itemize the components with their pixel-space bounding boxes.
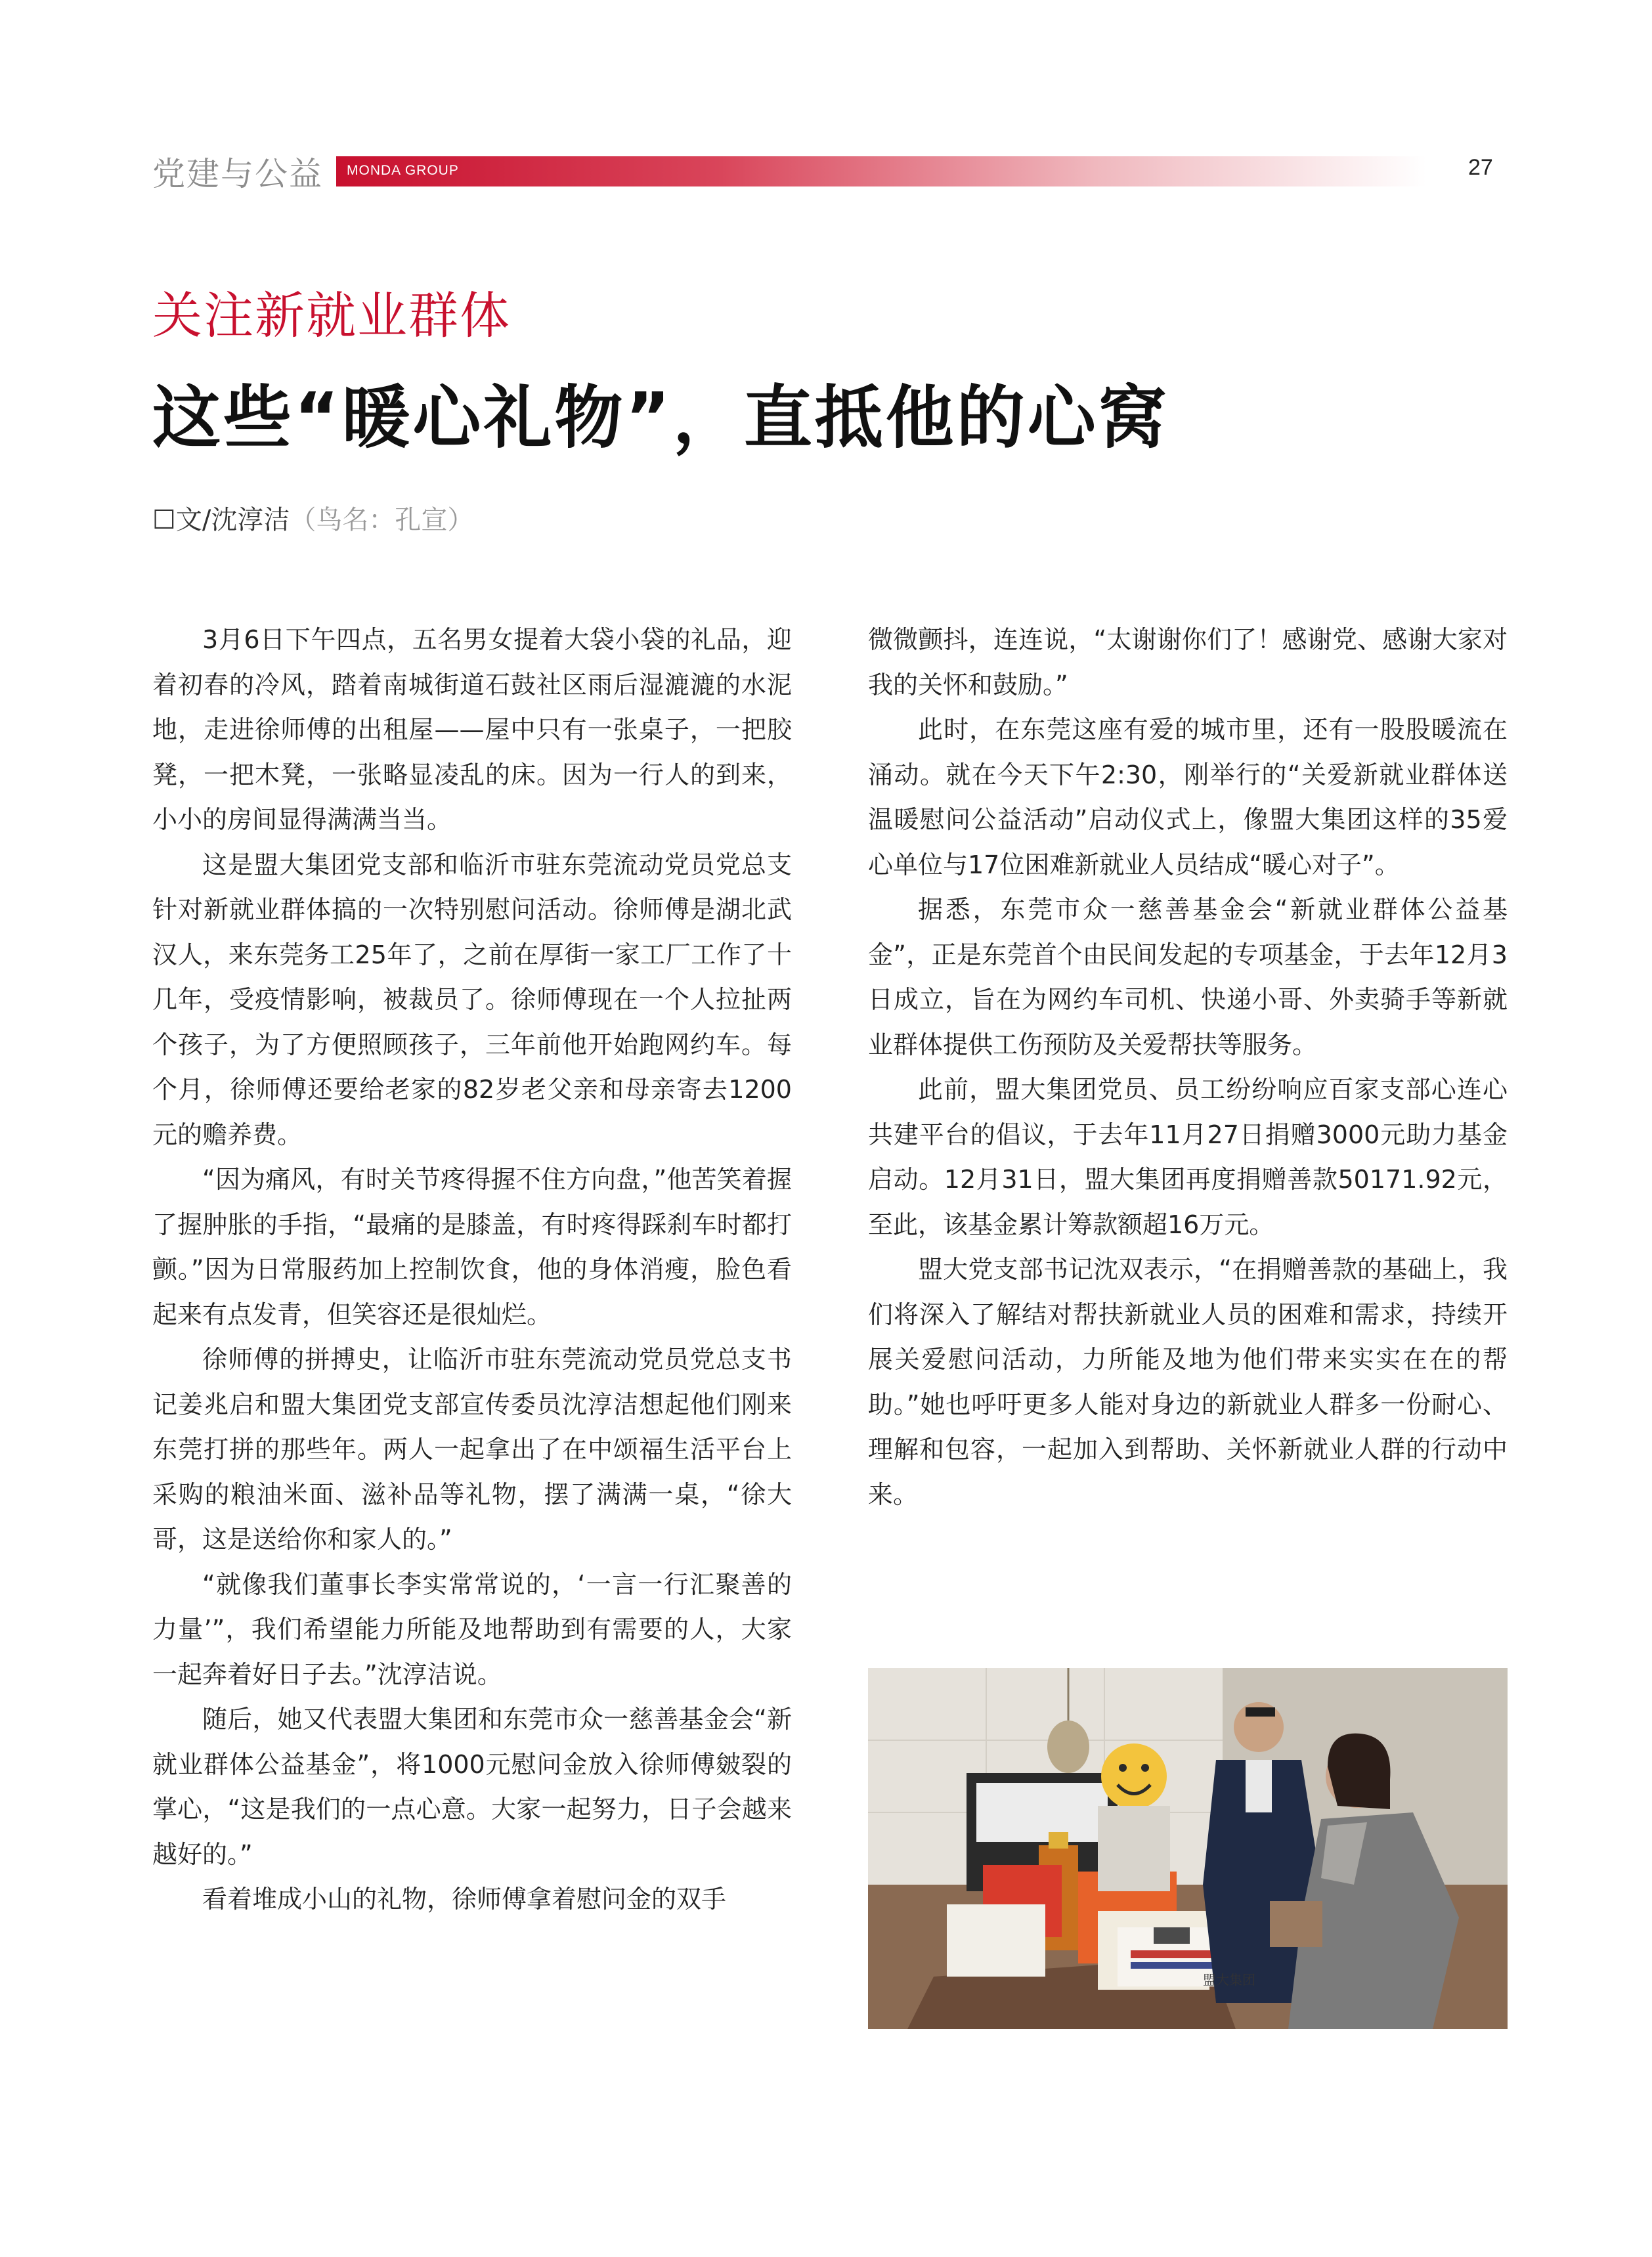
article-column-left	[152, 617, 792, 1922]
page-number: 27	[1468, 155, 1493, 180]
paragraph: 徐师傅的拼搏史，让临沂市驻东莞流动党员党总支书记姜兆启和盟大集团党支部宣传委员沈淳洁想起他们刚来东莞打拼的那些年。两人一起拿出了在中颂福生活平台上采购的粮油米面、滋补品等礼物，摆了满满一桌，“徐大哥，这是送给你和家人的。”	[152, 1345, 792, 1554]
article-column-right	[868, 617, 1508, 1517]
paragraph: “就像我们董事长李实常常说的，‘一言一行汇聚善的力量’”，我们希望能力所能及地帮助到有需要的人，大家一起奔着好日子去。”沈淳洁说。	[152, 1569, 792, 1689]
byline-author: 文/沈淳洁	[175, 505, 290, 535]
brand-name: MONDA GROUP	[347, 163, 459, 178]
paragraph: 盟大党支部书记沈双表示，“在捐赠善款的基础上，我们将深入了解结对帮扶新就业人员的困难和需求，持续开展关爱慰问活动，力所能及地为他们带来实实在在的帮助。”她也呼吁更多人能对身边的新就业人群多一份耐心、理解和包容，一起加入到帮助、关怀新就业人群的行动中来。	[868, 1255, 1508, 1509]
section-title: 党建与公益	[152, 155, 323, 193]
photo-box-label: 盟大集团	[1203, 1972, 1255, 1988]
paragraph: 这是盟大集团党支部和临沂市驻东莞流动党员党总支针对新就业群体搞的一次特别慰问活动。徐师傅是湖北武汉人，来东莞务工25年了，之前在厚街一家工厂工作了十几年，受疫情影响，被裁员了。徐师傅现在一个人拉扯两个孩子，为了方便照顾孩子，三年前他开始跑网约车。每个月，徐师傅还要给老家的82岁老父亲和母亲寄去1200元的赡养费。	[152, 850, 792, 1149]
paragraph: 随后，她又代表盟大集团和东莞市众一慈善基金会“新就业群体公益基金”，将1000元慰问金放入徐师傅皴裂的掌心，“这是我们的一点心意。大家一起努力，日子会越来越好的。”	[152, 1705, 792, 1869]
header-brand-bar	[336, 156, 1426, 186]
paragraph: 此时，在东莞这座有爱的城市里，还有一股股暖流在涌动。就在今天下午2:30，刚举行的“关爱新就业群体送温暖慰问公益活动”启动仪式上，像盟大集团这样的35爱心单位与17位困难新就业人员结成“暖心对子”。	[868, 715, 1508, 879]
paragraph: 看着堆成小山的礼物，徐师傅拿着慰问金的双手	[202, 1885, 727, 1914]
paragraph: 此前，盟大集团党员、员工纷纷响应百家支部心连心共建平台的倡议，于去年11月27日捐赠3000元助力基金启动。12月31日，盟大集团再度捐赠善款50171.92元，至此，该基金累计筹款额超16万元。	[868, 1075, 1508, 1239]
byline-alias: （鸟名：孔宣）	[290, 505, 474, 535]
paragraph: “因为痛风，有时关节疼得握不住方向盘，”他苦笑着握了握肿胀的手指，“最痛的是膝盖，有时疼得踩刹车时都打颤。”因为日常服药加上控制饮食，他的身体消瘦，脸色看起来有点发青，但笑容还是很灿烂。	[152, 1165, 792, 1329]
byline	[152, 499, 473, 537]
paragraph-continued: 微微颤抖，连连说，“太谢谢你们了！感谢党、感谢大家对我的关怀和鼓励。”	[868, 625, 1508, 699]
article-headline: 这些“暖心礼物”，直抵他的心窝	[152, 378, 1169, 458]
article-kicker: 关注新就业群体	[152, 286, 511, 345]
paragraph: 3月6日下午四点，五名男女提着大袋小袋的礼品，迎着初春的冷风，踏着南城街道石鼓社区雨后湿漉漉的水泥地，走进徐师傅的出租屋——屋中只有一张桌子，一把胶凳，一把木凳，一张略显凌乱的床。因为一行人的到来，小小的房间显得满满当当。	[152, 625, 792, 834]
paragraph: 据悉，东莞市众一慈善基金会“新就业群体公益基金”，正是东莞首个由民间发起的专项基金，于去年12月3日成立，旨在为网约车司机、快递小哥、外卖骑手等新就业群体提供工伤预防及关爱帮扶等服务。	[868, 895, 1508, 1059]
box-icon: ☐	[152, 505, 176, 535]
event-photo	[868, 1668, 1508, 2029]
